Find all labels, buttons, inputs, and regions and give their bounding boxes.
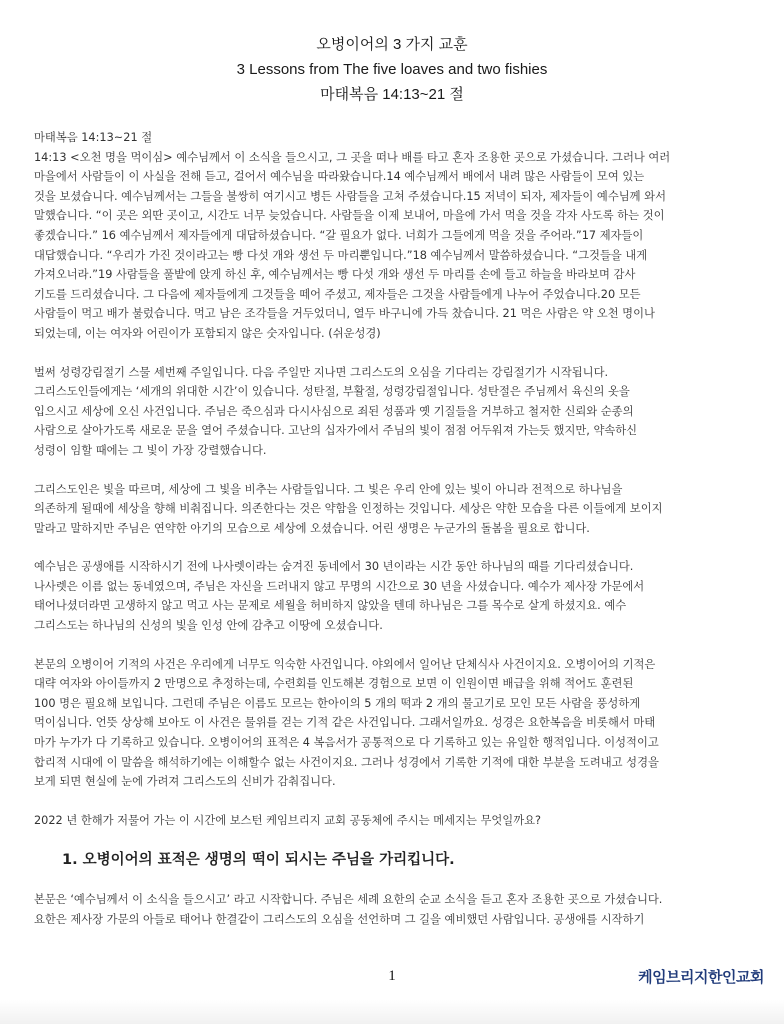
title-english: 3 Lessons from The five loaves and two fishies — [236, 61, 548, 78]
paragraph-light: 그리스도인은 빛을 따르며, 세상에 그 빛을 비추는 사람들입니다. 그 빛은 우리 안에 있는 빛이 아니라 전적으로 하나님을 의존하게 될때에 세상을 향해 비춰집니다. 의존한다는 것은 약함을 인정하는 것입니다. 세상은 약한 모습을 다른 이들에게 보이지 말라고 말하지만 주님은 연약한 아기의 모습으로 세상에 오셨습니다. 어린 생명은 누군가의 돌봄을 필요로 합니다. — [34, 482, 663, 535]
section-heading-1: 1. 오병이어의 표적은 생명의 떡이 되시는 주님을 가리킵니다. — [62, 852, 455, 869]
paragraph-miracle: 본문의 오병이어 기적의 사건은 우리에게 너무도 익숙한 사건입니다. 야외에서 일어난 단체식사 사건이지요. 오병이어의 기적은 대략 여자와 아이들까지 2 만명으로 추정하는데, 수련회를 인도해본 경험으로 보면 이 인원이면 배급을 위해 적어도 훈련된 100 명은 필요해 보입니다. 그런데 주님은 이름도 모르는 한아이의 5 개의 떡과 2 개의 물고기로 모인 모든 사람을 풍성하게 먹이십니다. 언뜻 상상해 보아도 이 사건은 물위를 걷는 기적 같은 사건입니다. 그래서일까요. 성경은 요한복음을 비롯해서 마태 마가 누가가 다 기록하고 있습니다. 오병이어의 표적은 4 복음서가 공통적으로 다 기록하고 있는 유일한 행적입니다. 이성적이고 합리적 시대에 이 말씀을 해석하기에는 이해할수 없는 사건이지요. 그러나 성경에서 기록한 기적에 대한 부분을 도려내고 성경을 보게 되면 현실에 눈에 가려져 그리스도의 신비가 감춰집니다. — [34, 657, 659, 789]
title-korean: 오병이어의 3 가지 교훈 — [316, 36, 468, 53]
document-body — [34, 128, 754, 949]
page-bottom-edge — [0, 1000, 784, 1024]
scripture-passage: 마태복음 14:13~21 절 14:13 <오천 명을 먹이심> 예수님께서 이 소식을 들으시고, 그 곳을 떠나 배를 타고 혼자 조용한 곳으로 가셨습니다. 그러나 여러 마을에서 사람들이 이 사실을 전해 듣고, 걸어서 예수님을 따라왔습니다.14 예수님께서 배에서 내려 많은 사람들이 모여 있는 것을 보셨습니다. 예수님께서는 그들을 불쌍히 여기시고 병든 사람들을 고쳐 주셨습니다.15 저녁이 되자, 제자들이 예수님께 와서 말했습니다. “이 곳은 외딴 곳이고, 시간도 너무 늦었습니다. 사람들을 이제 보내어, 마을에 가서 먹을 것을 각자 사도록 하는 것이 좋겠습니다.” 16 예수님께서 제자들에게 대답하셨습니다. “갈 필요가 없다. 너희가 그들에게 먹을 것을 주어라.”17 제자들이 대답했습니다. “우리가 가진 것이라고는 빵 다섯 개와 생선 두 마리뿐입니다.”18 예수님께서 말씀하셨습니다. “그것들을 내게 가져오너라.”19 사람들을 풀밭에 앉게 하신 후, 예수님께서는 빵 다섯 개와 생선 두 마리를 손에 들고 하늘을 바라보며 감사 기도를 드리셨습니다. 그 다음에 제자들에게 그것들을 떼어 주셨고, 제자들은 그것을 사람들에게 나누어 주었습니다.20 모든 사람들이 먹고 배가 불렀습니다. 먹고 남은 조각들을 거두었더니, 열두 바구니에 가득 찼습니다. 21 먹은 사람은 약 오천 명이나 되었는데, 이는 여자와 어린이가 포함되지 않은 숫자입니다. (쉬운성경) — [34, 131, 671, 340]
paragraph-section-1: 본문은 ‘예수님께서 이 소식을 들으시고’ 라고 시작합니다. 주님은 세례 요한의 순교 소식을 듣고 혼자 조용한 곳으로 가셨습니다. 요한은 제사장 가문의 아들로 태어나 한결같이 그리스도의 오심을 선언하며 그 길을 예비했던 사람입니다. 공생애를 시작하기 — [34, 893, 663, 926]
paragraph-nazareth: 예수님은 공생애를 시작하시기 전에 나사렛이라는 숨겨진 동네에서 30 년이라는 시간 동안 하나님의 때를 기다리셨습니다. 나사렛은 이름 없는 동네였으며, 주님은 자신을 드러내지 않고 무명의 시간으로 30 년을 사셨습니다. 예수가 제사장 가문에서 태어나셨더라면 고생하지 않고 먹고 사는 문제로 세월을 허비하지 않았을 텐데 하나님은 그를 목수로 살게 하셨지요. 예수 그리스도는 하나님의 신성의 빛을 인성 안에 감추고 이땅에 오셨습니다. — [34, 560, 645, 633]
church-name-logo: 케임브리지한인교회 — [638, 968, 764, 986]
scripture-reference: 마태복음 14:13~21 절 — [320, 86, 464, 103]
document-title-block — [0, 32, 784, 107]
paragraph-question: 2022 년 한해가 저물어 가는 이 시간에 보스턴 케임브리지 교회 공동체에 주시는 메세지는 무엇일까요? — [34, 813, 542, 827]
paragraph-advent: 벌써 성령강림절기 스물 세번째 주일입니다. 다음 주일만 지나면 그리스도의 오심을 기다리는 강림절기가 시작됩니다. 그리스도인들에게는 ‘세개의 위대한 시간’이 있습니다. 성탄절, 부활절, 성령강림절입니다. 성탄절은 주님께서 육신의 옷을 입으시고 세상에 오신 사건입니다. 주님은 죽으심과 다시사심으로 죄된 성품과 옛 기질들을 거부하고 철저한 신뢰와 순종의 사람으로 살아가도록 새로운 문을 열어 주셨습니다. 고난의 십자가에서 주님의 빛이 점점 어두워져 가는듯 했지만, 약속하신 성령이 임할 때에는 그 빛이 가장 강렬했습니다. — [34, 365, 638, 457]
page-number: 1 — [388, 968, 396, 984]
